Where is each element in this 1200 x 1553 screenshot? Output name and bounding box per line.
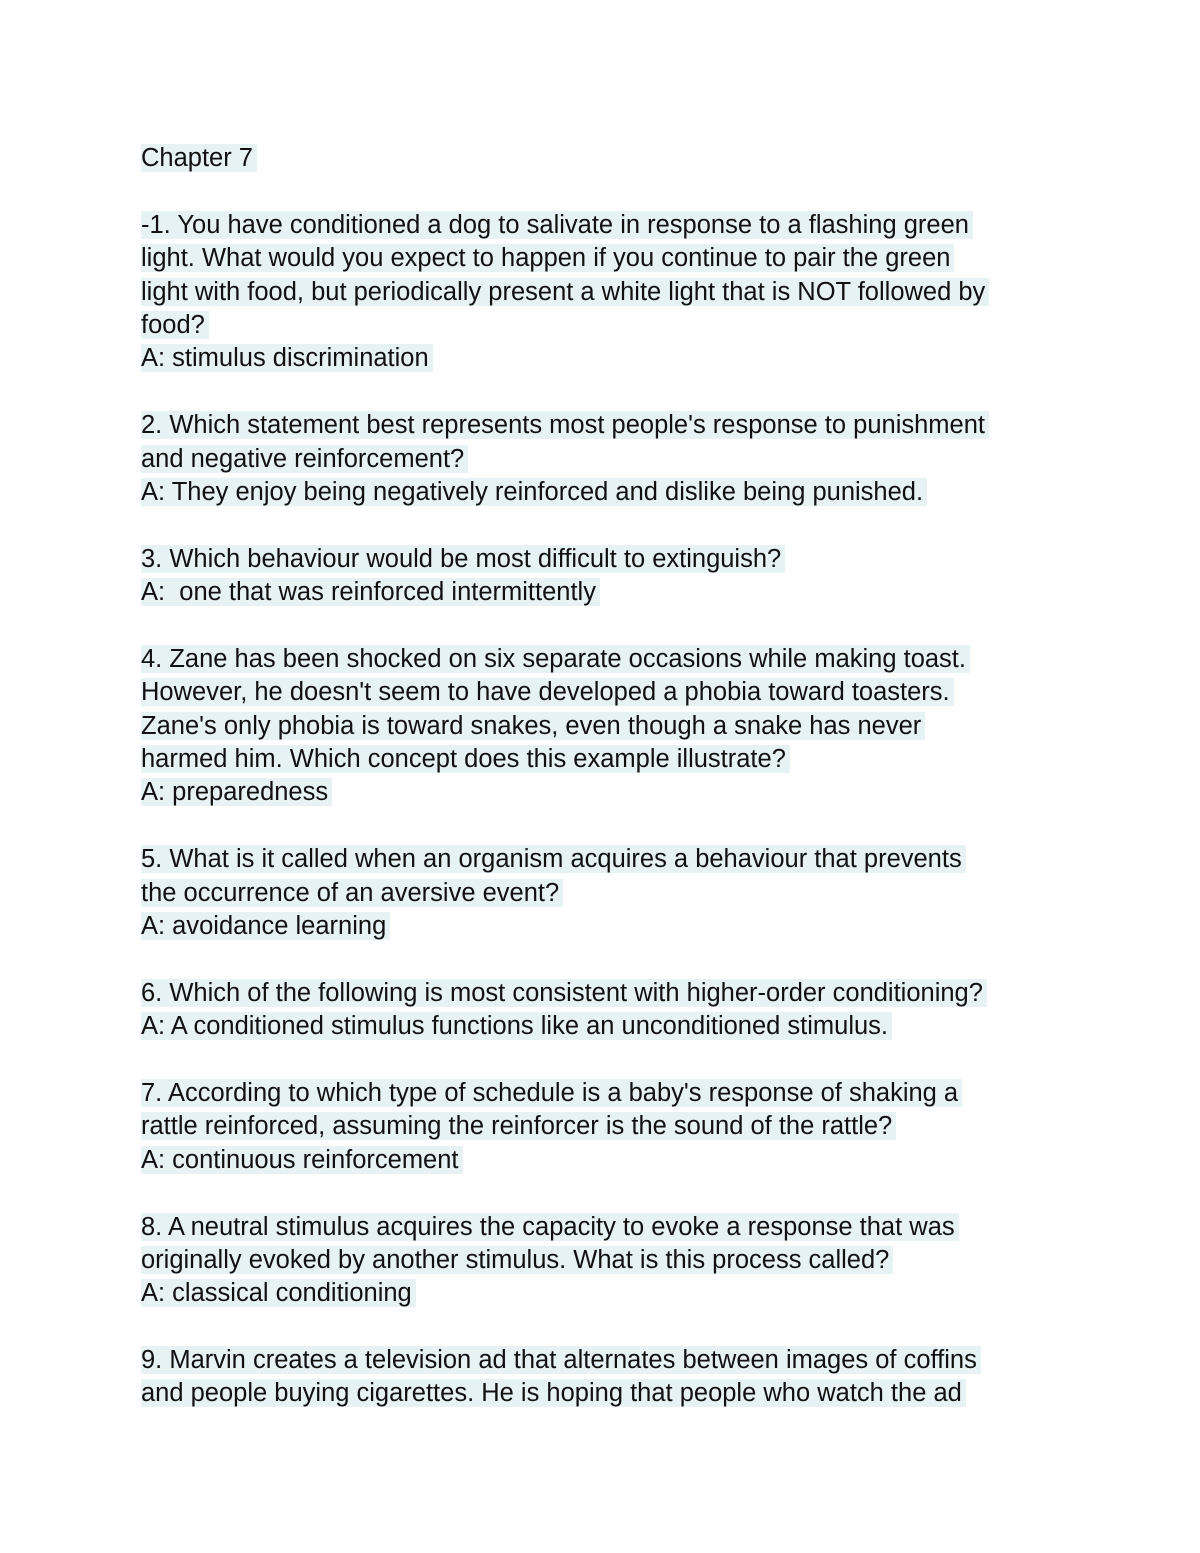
question-block — [141, 543, 1101, 610]
question-line — [141, 1344, 1101, 1377]
answer-text: A: They enjoy being negatively reinforced and dislike being punished. — [141, 478, 927, 506]
answer-line — [141, 576, 1101, 609]
question-line — [141, 710, 1101, 743]
question-text: food? — [141, 311, 209, 339]
question-line — [141, 1211, 1101, 1244]
answer-text: A: stimulus discrimination — [141, 344, 433, 372]
question-text: rattle reinforced, assuming the reinforcer is the sound of the rattle? — [141, 1112, 896, 1140]
question-line — [141, 443, 1101, 476]
answer-text: A: continuous reinforcement — [141, 1146, 463, 1174]
answer-text: A: A conditioned stimulus functions like an unconditioned stimulus. — [141, 1012, 892, 1040]
question-line — [141, 276, 1101, 309]
question-text: 2. Which statement best represents most people's response to punishment — [141, 411, 989, 439]
answer-line — [141, 1144, 1101, 1177]
question-block — [141, 1211, 1101, 1311]
answer-text: A: avoidance learning — [141, 912, 390, 940]
question-text: 6. Which of the following is most consistent with higher-order conditioning? — [141, 979, 987, 1007]
question-block — [141, 209, 1101, 376]
question-text: 8. A neutral stimulus acquires the capacity to evoke a response that was — [141, 1213, 959, 1241]
question-line — [141, 877, 1101, 910]
question-text: harmed him. Which concept does this example illustrate? — [141, 745, 790, 773]
question-block — [141, 977, 1101, 1044]
question-line — [141, 1377, 1101, 1410]
question-block — [141, 843, 1101, 943]
question-text: and negative reinforcement? — [141, 445, 468, 473]
answer-line — [141, 1277, 1101, 1310]
answer-text: A: preparedness — [141, 778, 332, 806]
document-page — [141, 142, 1101, 1411]
question-line — [141, 843, 1101, 876]
question-line — [141, 977, 1101, 1010]
question-text: Zane's only phobia is toward snakes, even though a snake has never — [141, 712, 925, 740]
question-block — [141, 1077, 1101, 1177]
question-text: 4. Zane has been shocked on six separate occasions while making toast. — [141, 645, 970, 673]
question-text: However, he doesn't seem to have developed a phobia toward toasters. — [141, 678, 954, 706]
question-line — [141, 1077, 1101, 1110]
question-text: 5. What is it called when an organism acquires a behaviour that prevents — [141, 845, 966, 873]
question-text: 3. Which behaviour would be most difficult to extinguish? — [141, 545, 785, 573]
question-line — [141, 676, 1101, 709]
question-line — [141, 409, 1101, 442]
answer-line — [141, 342, 1101, 375]
chapter-title: Chapter 7 — [141, 142, 1101, 175]
answer-line — [141, 776, 1101, 809]
question-list — [141, 209, 1101, 1411]
answer-line — [141, 476, 1101, 509]
answer-line — [141, 910, 1101, 943]
question-line — [141, 743, 1101, 776]
question-line — [141, 1110, 1101, 1143]
question-text: 9. Marvin creates a television ad that alternates between images of coffins — [141, 1346, 981, 1374]
question-block — [141, 409, 1101, 509]
question-text: -1. You have conditioned a dog to salivate in response to a flashing green — [141, 211, 973, 239]
answer-line — [141, 1010, 1101, 1043]
question-block — [141, 1344, 1101, 1411]
question-line — [141, 1244, 1101, 1277]
question-line — [141, 209, 1101, 242]
question-block — [141, 643, 1101, 810]
question-text: light. What would you expect to happen if you continue to pair the green — [141, 244, 954, 272]
question-text: the occurrence of an aversive event? — [141, 879, 563, 907]
answer-text: A: classical conditioning — [141, 1279, 416, 1307]
question-line — [141, 242, 1101, 275]
question-text: and people buying cigarettes. He is hoping that people who watch the ad — [141, 1379, 966, 1407]
question-text: 7. According to which type of schedule is a baby's response of shaking a — [141, 1079, 962, 1107]
question-text: originally evoked by another stimulus. What is this process called? — [141, 1246, 893, 1274]
question-line — [141, 543, 1101, 576]
question-text: light with food, but periodically present a white light that is NOT followed by — [141, 278, 989, 306]
question-line — [141, 643, 1101, 676]
question-line — [141, 309, 1101, 342]
answer-text: A: one that was reinforced intermittently — [141, 578, 600, 606]
